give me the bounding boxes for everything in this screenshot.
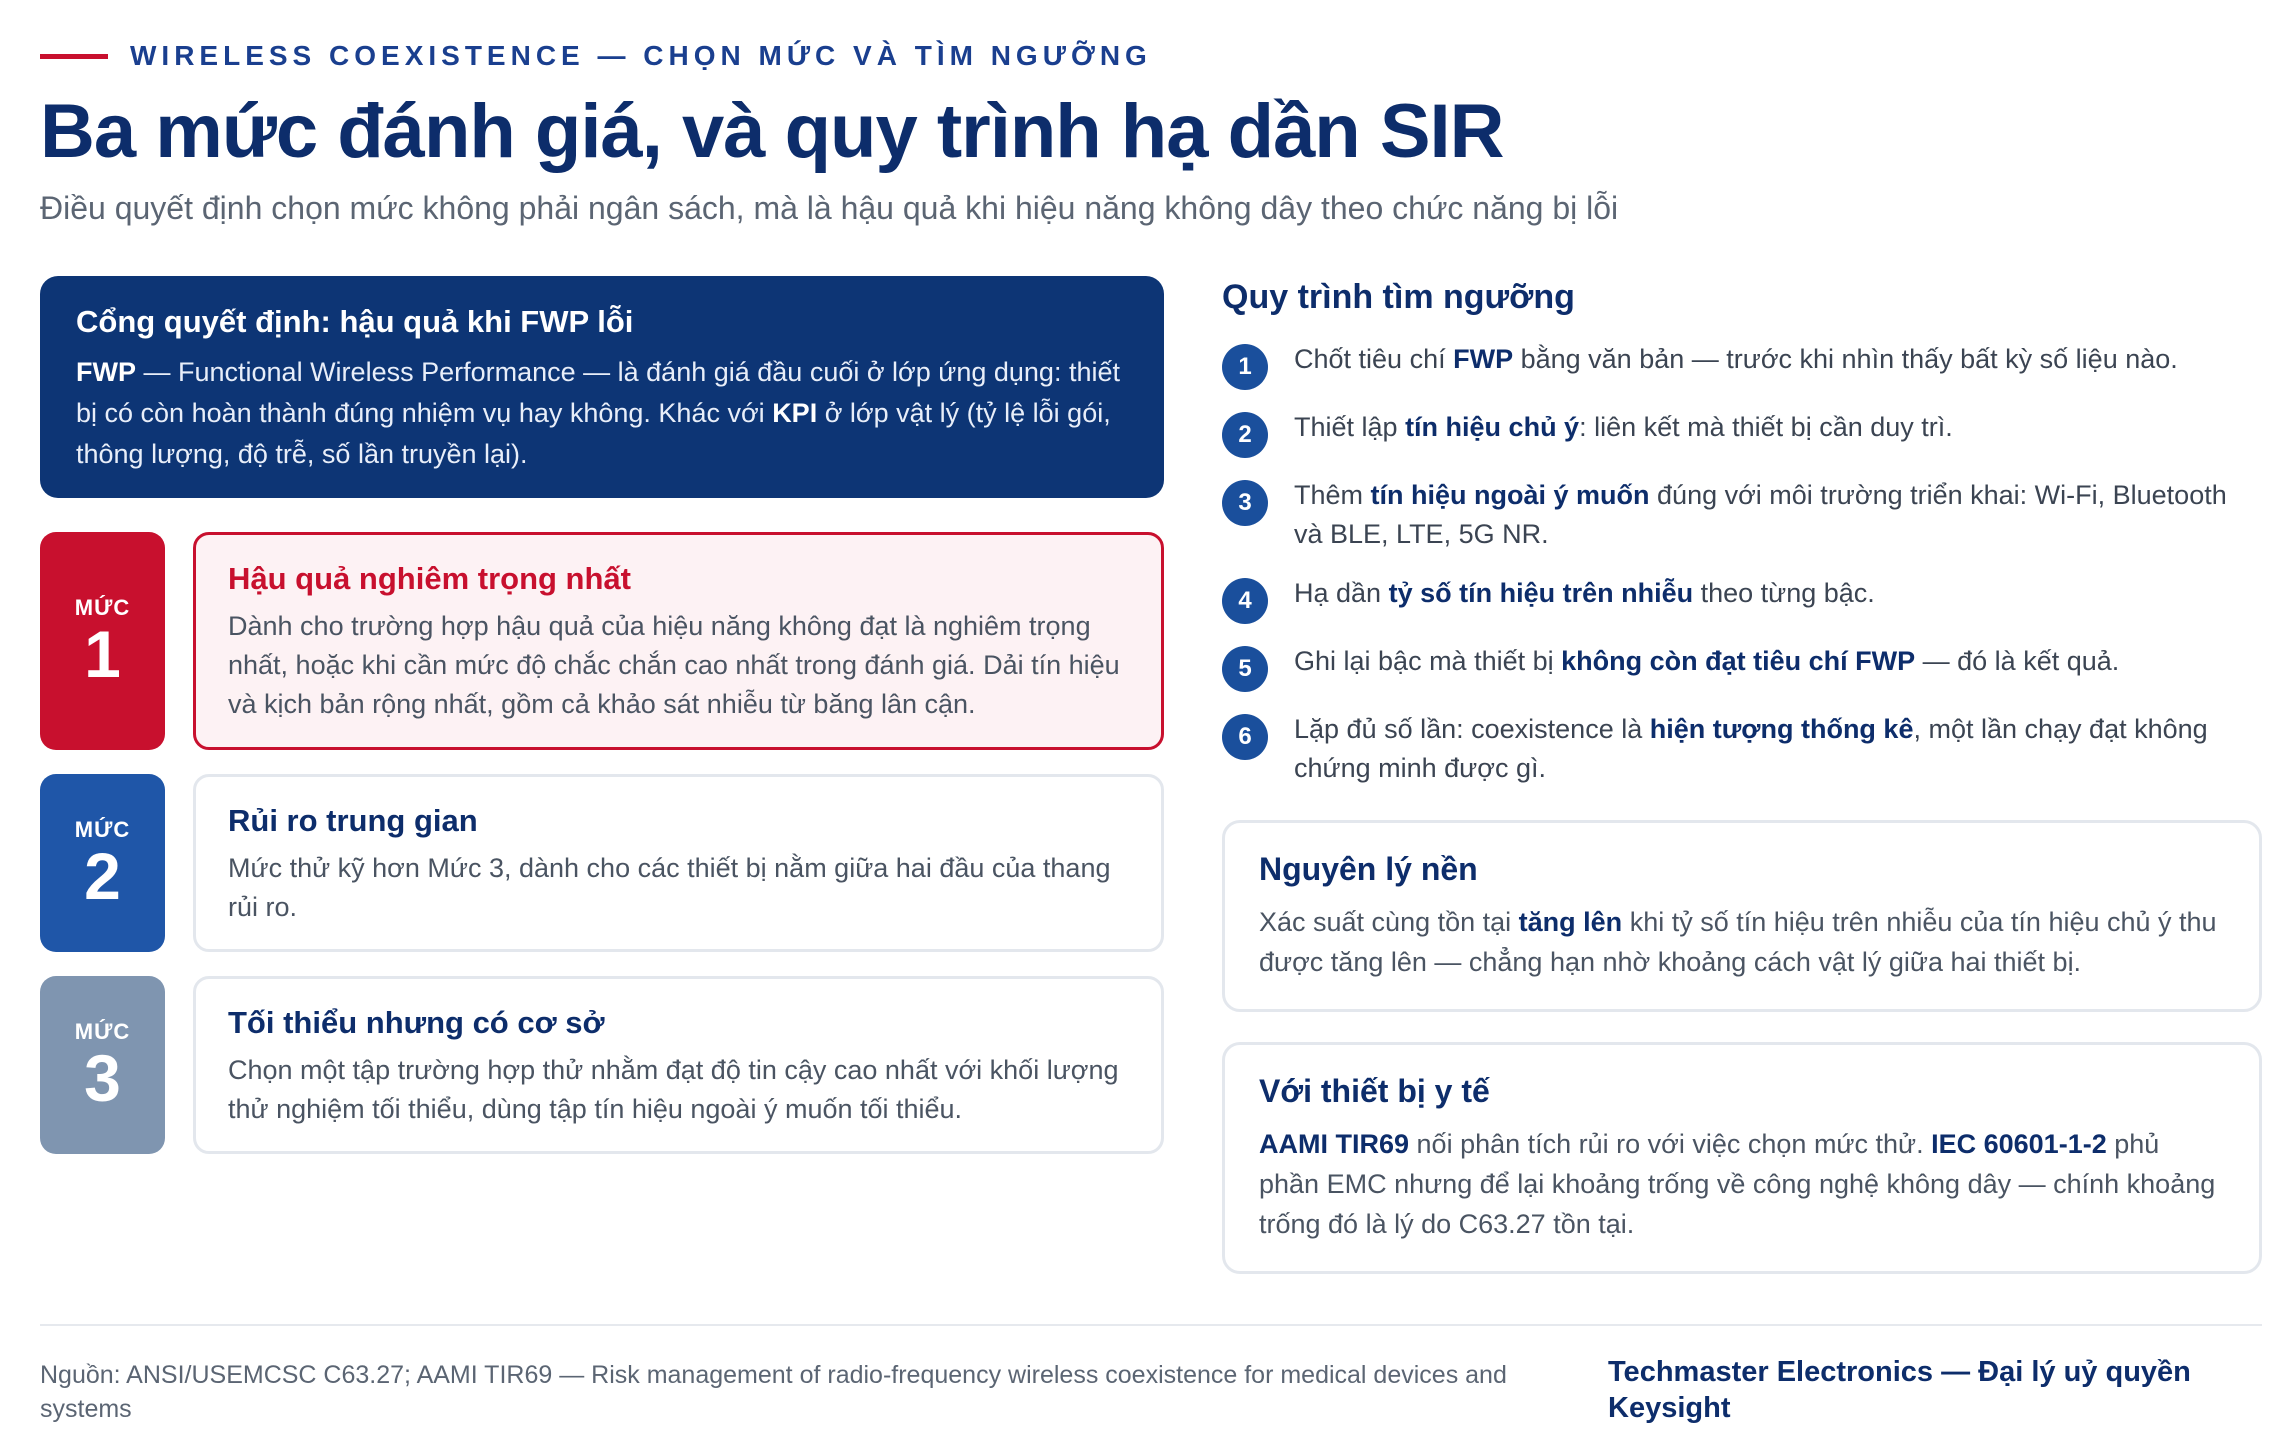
step-text-c: bằng văn bản — trước khi nhìn thấy bất kỳ số liệu nào.: [1513, 344, 2178, 374]
level-3: [40, 976, 1164, 1154]
step-text-c: đúng với môi trường triển khai: Wi-Fi, Bluetooth và BLE, LTE, 5G NR.: [1294, 480, 2227, 549]
level-card: [193, 532, 1164, 750]
step-text-a: Thêm: [1294, 480, 1371, 510]
step-number: 2: [1222, 412, 1268, 458]
standard-iec: IEC 60601-1-2: [1931, 1129, 2107, 1159]
step-text-c: theo từng bậc.: [1693, 578, 1875, 608]
step-text-a: Lặp đủ số lần: coexistence là: [1294, 714, 1650, 744]
level-title: Tối thiểu nhưng có cơ sở: [228, 1005, 605, 1040]
level-badge-number: 1: [84, 617, 121, 691]
step-text-bold: tín hiệu ngoài ý muốn: [1370, 480, 1650, 510]
step-text-a: Hạ dần: [1294, 578, 1389, 608]
step-text-bold: tín hiệu chủ ý: [1405, 412, 1580, 442]
step-text-bold: FWP: [1453, 344, 1514, 374]
principle-text-a: Xác suất cùng tồn tại: [1259, 907, 1519, 937]
level-badge: [40, 532, 165, 750]
level-card: [193, 976, 1164, 1154]
step-text-a: Ghi lại bậc mà thiết bị: [1294, 646, 1562, 676]
level-badge-label: MỨC: [74, 1019, 131, 1044]
principle-title: Nguyên lý nền: [1259, 851, 1478, 887]
process-step: [1222, 574, 2262, 624]
principle-text-c: khi tỷ số tín hiệu trên nhiễu của tín hiệu chủ ý thu được tăng lên — chẳng hạn nhờ khoảng cách vật lý giữa hai thiết bị.: [1259, 907, 2217, 977]
step-text: [1294, 408, 1953, 458]
process-step: [1222, 710, 2262, 788]
step-text: [1294, 642, 2119, 692]
step-text-a: Thiết lập: [1294, 412, 1406, 442]
step-text: [1294, 710, 2262, 788]
step-text-c: — đó là kết quả.: [1915, 646, 2120, 676]
kpi-term: KPI: [772, 398, 818, 428]
brand-credit: Techmaster Electronics — Đại lý uỷ quyền Keysight: [1608, 1356, 2191, 1424]
step-number: 5: [1222, 646, 1268, 692]
medical-text-a: nối phân tích rủi ro với việc chọn mức thử.: [1409, 1129, 1932, 1159]
footer-divider: [40, 1324, 2262, 1326]
level-2: [40, 774, 1164, 952]
gate-body-part-2: ở lớp vật lý (tỷ lệ lỗi gói, thông lượng, độ trễ, số lần truyền lại).: [76, 398, 1111, 469]
step-text-bold: tỷ số tín hiệu trên nhiễu: [1388, 578, 1694, 608]
step-text-c: : liên kết mà thiết bị cần duy trì.: [1579, 412, 1953, 442]
gate-title: Cổng quyết định: hậu quả khi FWP lỗi: [76, 304, 634, 339]
standard-aami: AAMI TIR69: [1259, 1129, 1410, 1159]
level-badge-label: MỨC: [74, 817, 131, 842]
level-badge-number: 2: [84, 839, 121, 913]
source-note: Nguồn: ANSI/USEMCSC C63.27; AAMI TIR69 — Risk management of radio-frequency wireless coexistence for medical devices and systems: [40, 1361, 1507, 1423]
step-number: 6: [1222, 714, 1268, 760]
level-1: [40, 532, 1164, 750]
process-step: [1222, 642, 2262, 692]
level-title: Rủi ro trung gian: [228, 803, 478, 838]
gate-body-part-1: — Functional Wireless Performance — là đánh giá đầu cuối ở lớp ứng dụng: thiết bị có còn hoàn thành đúng nhiệm vụ hay không. Khác với: [76, 357, 1120, 428]
step-number: 3: [1222, 480, 1268, 526]
medical-body: [1259, 1124, 2225, 1244]
medical-card: [1222, 1042, 2262, 1274]
step-number: 4: [1222, 578, 1268, 624]
level-body: Mức thử kỹ hơn Mức 3, dành cho các thiết bị nằm giữa hai đầu của thang rủi ro.: [228, 853, 1111, 922]
step-text-bold: hiện tượng thống kê: [1649, 714, 1914, 744]
level-badge-label: MỨC: [74, 595, 131, 620]
medical-title: Với thiết bị y tế: [1259, 1073, 1490, 1109]
medical-text-c: phủ phần EMC nhưng để lại khoảng trống về công nghệ không dây — chính khoảng trống đó là lý do C63.27 tồn tại.: [1259, 1129, 2216, 1239]
principle-card: [1222, 820, 2262, 1012]
process-step: [1222, 340, 2262, 390]
fwp-term: FWP: [76, 357, 136, 387]
principle-text-bold: tăng lên: [1518, 907, 1623, 937]
level-badge: [40, 774, 165, 952]
step-text: [1294, 574, 1875, 624]
principle-body: [1259, 902, 2225, 982]
step-number: 1: [1222, 344, 1268, 390]
eyebrow-text: WIRELESS COEXISTENCE — CHỌN MỨC VÀ TÌM NGƯỠNG: [130, 40, 1152, 71]
step-text-a: Chốt tiêu chí: [1294, 344, 1454, 374]
level-body: Chọn một tập trường hợp thử nhằm đạt độ tin cậy cao nhất với khối lượng thử nghiệm tối thiểu, dùng tập tín hiệu ngoài ý muốn tối thiểu.: [228, 1055, 1119, 1124]
step-text-bold: không còn đạt tiêu chí FWP: [1561, 646, 1916, 676]
decision-gate-card: [40, 276, 1164, 498]
accent-bar: [40, 54, 108, 59]
page-subtitle: Điều quyết định chọn mức không phải ngân sách, mà là hậu quả khi hiệu năng không dây theo chức năng bị lỗi: [40, 190, 1619, 226]
step-text: [1294, 476, 2262, 554]
eyebrow: [40, 40, 1152, 72]
level-card: [193, 774, 1164, 952]
page-title: Ba mức đánh giá, và quy trình hạ dần SIR: [40, 89, 1504, 174]
step-text: [1294, 340, 2178, 390]
step-text-c: , một lần chạy đạt không chứng minh được gì.: [1294, 714, 2208, 783]
level-title: Hậu quả nghiêm trọng nhất: [228, 561, 631, 596]
gate-body: [76, 352, 1128, 475]
level-badge-number: 3: [84, 1041, 121, 1115]
level-badge: [40, 976, 165, 1154]
process-title: Quy trình tìm ngưỡng: [1222, 278, 1575, 316]
process-step: [1222, 408, 2262, 458]
process-step: [1222, 476, 2262, 554]
level-body: Dành cho trường hợp hậu quả của hiệu năng không đạt là nghiêm trọng nhất, hoặc khi cần mức độ chắc chắn cao nhất trong đánh giá. Dải tín hiệu và kịch bản rộng nhất, gồm cả khảo sát nhiễu từ băng lân cận.: [228, 611, 1120, 719]
